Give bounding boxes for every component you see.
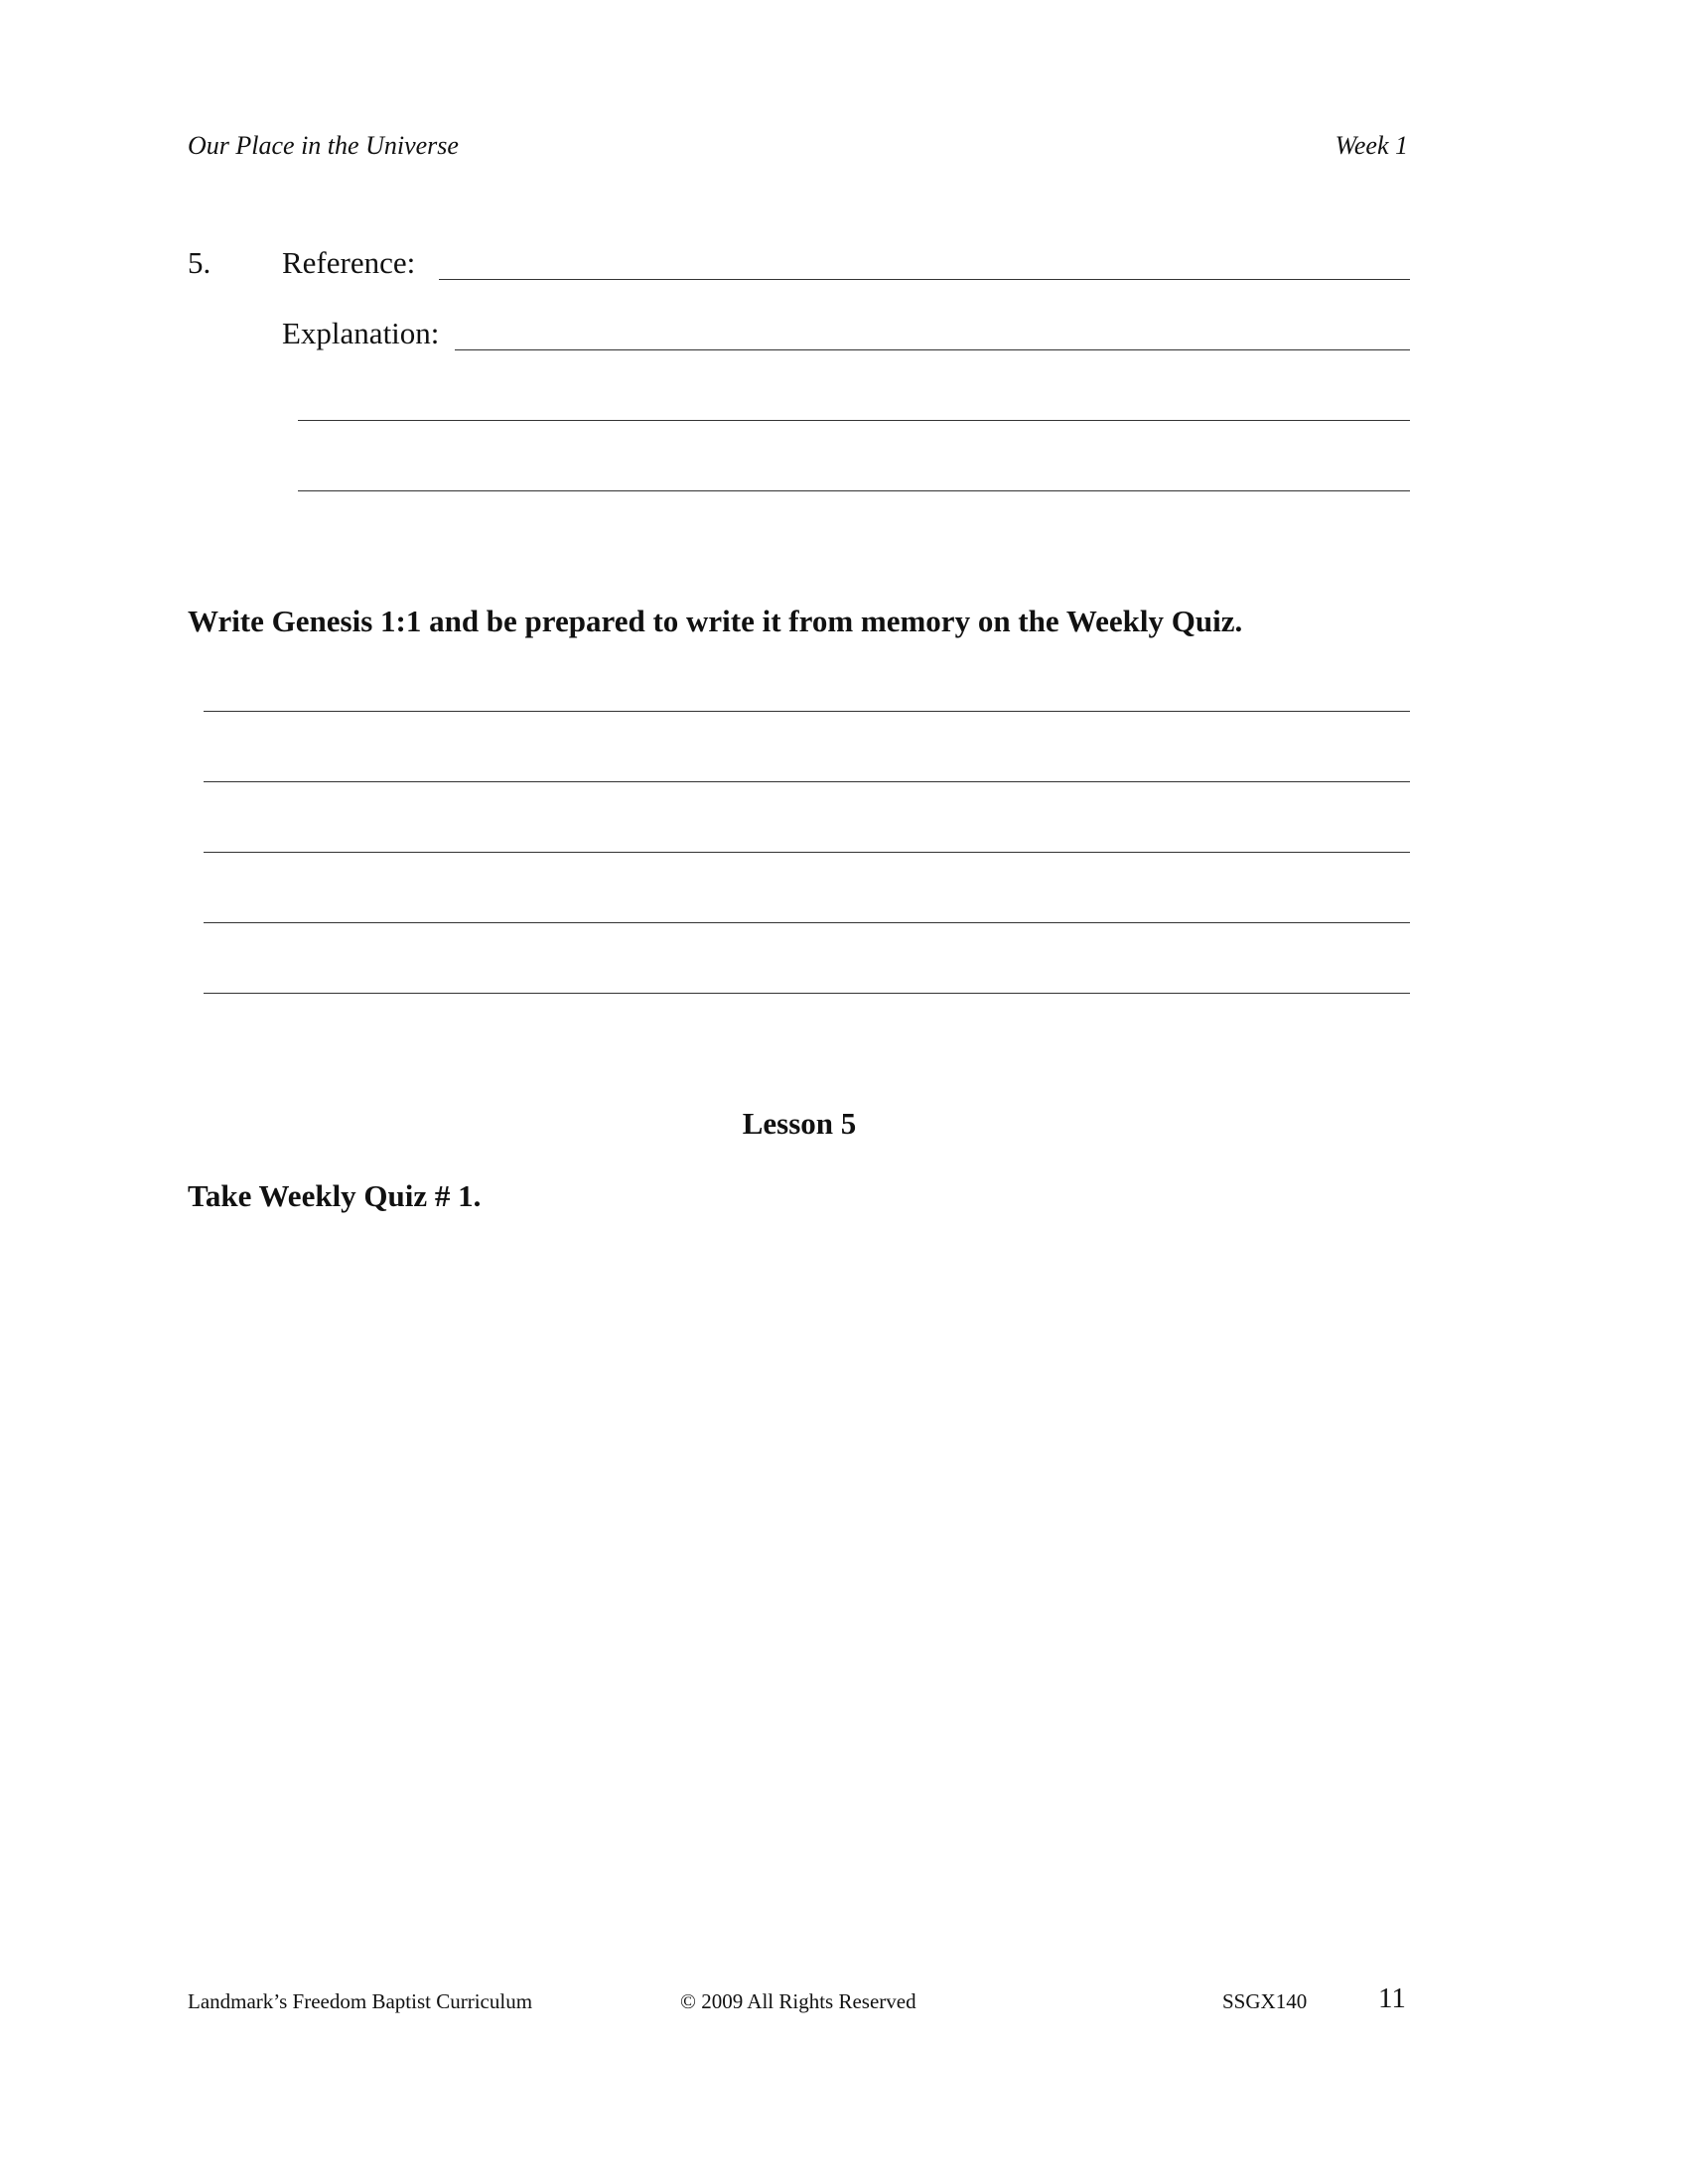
header-week: Week 1 — [1335, 131, 1408, 160]
memory-verse-answer-line[interactable] — [204, 993, 1410, 994]
footer-course-code: SSGX140 — [1222, 1989, 1308, 2013]
header-title: Our Place in the Universe — [188, 131, 459, 160]
reference-label: Reference: — [282, 245, 416, 280]
question-number: 5. — [188, 245, 211, 280]
memory-verse-answer-line[interactable] — [204, 922, 1410, 923]
explanation-answer-line[interactable] — [298, 490, 1410, 491]
reference-answer-line[interactable] — [439, 279, 1410, 280]
explanation-answer-line[interactable] — [298, 420, 1410, 421]
footer-publisher: Landmark’s Freedom Baptist Curriculum — [188, 1989, 533, 2013]
footer-copyright: © 2009 All Rights Reserved — [680, 1989, 916, 2013]
memory-verse-answer-line[interactable] — [204, 781, 1410, 782]
explanation-answer-line[interactable] — [455, 349, 1410, 350]
page-number: 11 — [1378, 1982, 1406, 2014]
memory-verse-instruction: Write Genesis 1:1 and be prepared to write it from memory on the Weekly Quiz. — [188, 604, 1243, 638]
explanation-label: Explanation: — [282, 316, 440, 350]
lesson-task: Take Weekly Quiz # 1. — [188, 1178, 482, 1213]
lesson-heading: Lesson 5 — [742, 1106, 857, 1141]
memory-verse-answer-line[interactable] — [204, 852, 1410, 853]
memory-verse-answer-line[interactable] — [204, 711, 1410, 712]
